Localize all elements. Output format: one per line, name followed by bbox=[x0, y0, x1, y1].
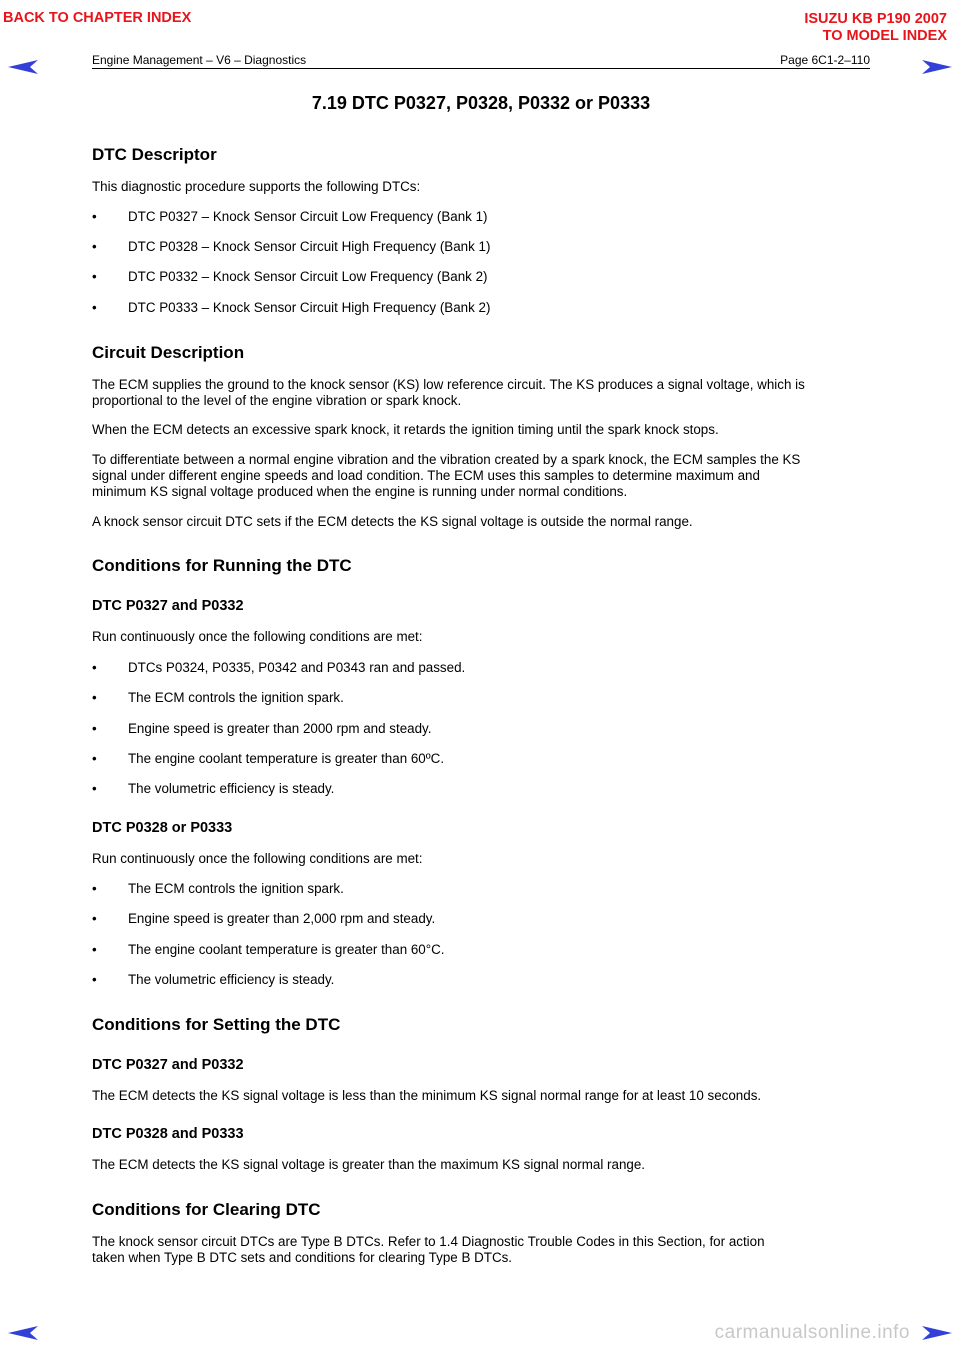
next-page-arrow-icon[interactable] bbox=[922, 60, 952, 74]
model-title: ISUZU KB P190 2007 bbox=[804, 11, 947, 27]
setting-sub1-heading: DTC P0327 and P0332 bbox=[92, 1057, 244, 1073]
clearing-line-1: The knock sensor circuit DTCs are Type B DTCs. Refer to 1.4 Diagnostic Trouble Codes in this Section, for action bbox=[92, 1234, 765, 1249]
clearing-heading: Conditions for Clearing DTC bbox=[92, 1200, 321, 1219]
to-model-index-link[interactable]: TO MODEL INDEX bbox=[822, 28, 947, 44]
next-page-arrow-bottom-icon[interactable] bbox=[922, 1326, 952, 1340]
circuit-paragraph-3-line-3: minimum KS signal voltage produced when the engine is running under normal conditions. bbox=[92, 484, 628, 499]
circuit-paragraph-2: When the ECM detects an excessive spark knock, it retards the ignition timing until the spark knock stops. bbox=[92, 422, 719, 437]
header-page-number: Page 6C1-2–110 bbox=[780, 53, 870, 67]
circuit-paragraph-3-line-1: To differentiate between a normal engine vibration and the vibration created by a spark knock, the ECM samples the KS bbox=[92, 452, 801, 467]
running-sub2-intro: Run continuously once the following conditions are met: bbox=[92, 851, 423, 866]
running-sub1-heading: DTC P0327 and P0332 bbox=[92, 598, 244, 614]
watermark: carmanualsonline.info bbox=[714, 1322, 910, 1343]
circuit-paragraph-4: A knock sensor circuit DTC sets if the ECM detects the KS signal voltage is outside the normal range. bbox=[92, 514, 693, 529]
setting-sub2-text: The ECM detects the KS signal voltage is greater than the maximum KS signal normal range. bbox=[92, 1157, 646, 1172]
back-to-chapter-index-link[interactable]: BACK TO CHAPTER INDEX bbox=[3, 10, 192, 26]
previous-page-arrow-icon[interactable] bbox=[8, 60, 38, 74]
previous-page-arrow-bottom-icon[interactable] bbox=[8, 1326, 38, 1340]
header-chapter-title: Engine Management – V6 – Diagnostics bbox=[92, 53, 307, 67]
descriptor-heading: DTC Descriptor bbox=[92, 145, 217, 164]
running-heading: Conditions for Running the DTC bbox=[92, 556, 352, 575]
setting-sub1-text: The ECM detects the KS signal voltage is less than the minimum KS signal normal range for at least 10 seconds. bbox=[92, 1088, 762, 1103]
section-title: 7.19 DTC P0327, P0328, P0332 or P0333 bbox=[311, 93, 651, 113]
setting-heading: Conditions for Setting the DTC bbox=[92, 1015, 341, 1034]
setting-sub2-heading: DTC P0328 and P0333 bbox=[92, 1126, 244, 1142]
running-sub2-heading: DTC P0328 or P0333 bbox=[92, 820, 233, 836]
circuit-paragraph-1-line-2: proportional to the level of the engine vibration or spark knock. bbox=[92, 393, 462, 408]
circuit-paragraph-1-line-1: The ECM supplies the ground to the knock sensor (KS) low reference circuit. The KS produces a signal voltage, which is bbox=[92, 377, 805, 392]
clearing-line-2: taken when Type B DTC sets and conditions for clearing Type B DTCs. bbox=[92, 1250, 513, 1265]
running-sub1-intro: Run continuously once the following conditions are met: bbox=[92, 629, 423, 644]
circuit-paragraph-3-line-2: signal under different engine speeds and load condition. The ECM uses this samples to determine maximum and bbox=[92, 468, 760, 483]
descriptor-intro: This diagnostic procedure supports the following DTCs: bbox=[92, 179, 421, 194]
circuit-heading: Circuit Description bbox=[92, 343, 245, 362]
header-rule bbox=[92, 68, 870, 69]
